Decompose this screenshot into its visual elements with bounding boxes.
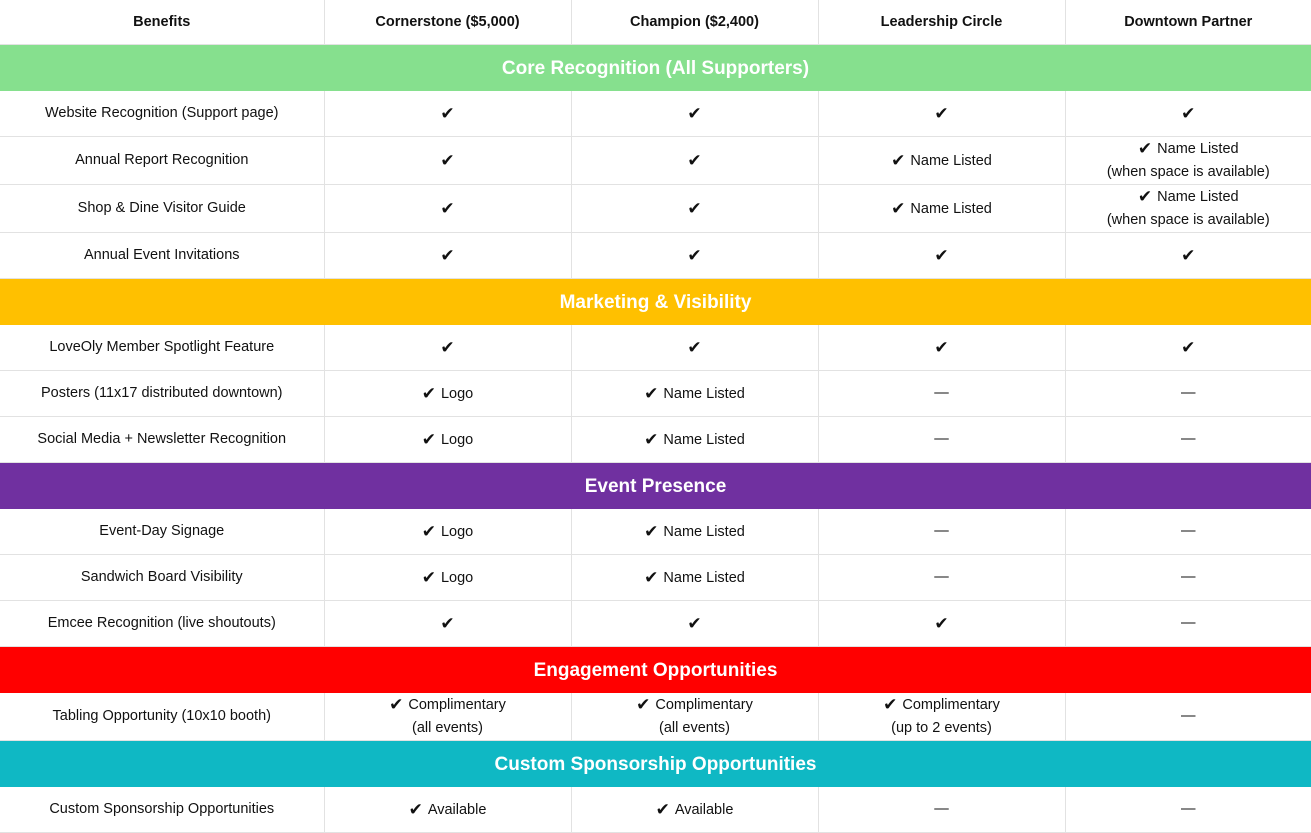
checkmark-icon: ✔ <box>883 695 898 714</box>
benefit-cell <box>1065 417 1311 463</box>
cell-main-line <box>1070 244 1308 268</box>
benefit-cell <box>571 185 818 233</box>
section-header-row <box>0 45 1311 92</box>
cell-main-line <box>576 102 814 126</box>
benefit-cell <box>324 137 571 185</box>
header-leadership-circle: Leadership Circle <box>818 0 1065 45</box>
table-row <box>0 787 1311 833</box>
benefit-cell <box>324 555 571 601</box>
cell-main-line <box>576 693 814 717</box>
checkmark-icon: ✔ <box>408 799 423 819</box>
header-downtown-partner: Downtown Partner <box>1065 0 1311 45</box>
cell-main-line <box>329 566 567 590</box>
cell-main-line <box>329 197 567 221</box>
cell-main-line <box>576 244 814 268</box>
benefit-cell <box>324 91 571 137</box>
section-title: Marketing & Visibility <box>0 279 1311 326</box>
benefit-cell <box>324 185 571 233</box>
dash-icon: — <box>1181 708 1196 724</box>
benefit-cell <box>1065 185 1311 233</box>
checkmark-icon: ✔ <box>687 613 702 633</box>
cell-main-line <box>329 102 567 126</box>
checkmark-icon: ✔ <box>1181 245 1196 265</box>
cell-text: Logo <box>440 569 474 586</box>
checkmark-icon: ✔ <box>440 198 455 218</box>
dash-icon: — <box>1181 385 1196 401</box>
cell-text: Complimentary <box>902 697 1000 713</box>
cell-text: Name Listed <box>1157 189 1239 205</box>
cell-subtext: (when space is available) <box>1106 164 1270 180</box>
benefit-cell <box>1065 137 1311 185</box>
cell-main-line <box>576 428 814 452</box>
benefit-label: Emcee Recognition (live shoutouts) <box>0 601 324 647</box>
cell-main-line <box>576 149 814 173</box>
checkmark-icon: ✔ <box>891 150 906 170</box>
benefit-label: Annual Event Invitations <box>0 233 324 279</box>
checkmark-icon: ✔ <box>421 429 436 449</box>
table-row <box>0 325 1311 371</box>
checkmark-icon: ✔ <box>687 103 702 123</box>
checkmark-icon: ✔ <box>934 613 949 633</box>
benefit-cell <box>324 509 571 555</box>
benefit-cell <box>571 371 818 417</box>
benefit-label: Tabling Opportunity (10x10 booth) <box>0 693 324 741</box>
benefit-cell <box>1065 371 1311 417</box>
cell-text: Complimentary <box>408 697 506 713</box>
section-header-row <box>0 647 1311 694</box>
cell-main-line <box>576 520 814 544</box>
checkmark-icon: ✔ <box>687 150 702 170</box>
benefit-cell <box>324 371 571 417</box>
benefit-cell <box>571 693 818 741</box>
cell-text: Logo <box>440 431 474 448</box>
benefit-cell <box>818 371 1065 417</box>
cell-subtext: (all events) <box>659 720 730 736</box>
benefit-cell <box>1065 693 1311 741</box>
checkmark-icon: ✔ <box>440 613 455 633</box>
cell-main-line <box>576 336 814 360</box>
checkmark-icon: ✔ <box>655 799 670 819</box>
cell-subtext: (all events) <box>412 720 483 736</box>
benefit-cell <box>571 417 818 463</box>
cell-main-line <box>823 149 1061 173</box>
benefit-cell <box>818 417 1065 463</box>
benefit-cell <box>571 555 818 601</box>
table-row <box>0 417 1311 463</box>
cell-main-line <box>823 197 1061 221</box>
section-header-row <box>0 741 1311 788</box>
cell-main-line <box>329 382 567 406</box>
cell-main-line <box>823 336 1061 360</box>
benefit-label: Annual Report Recognition <box>0 137 324 185</box>
cell-main-line <box>823 244 1061 268</box>
table-row <box>0 185 1311 233</box>
section-header-row <box>0 279 1311 326</box>
benefit-cell <box>571 787 818 833</box>
cell-main-line <box>329 520 567 544</box>
benefit-cell <box>324 233 571 279</box>
benefit-cell <box>818 555 1065 601</box>
benefit-cell <box>1065 91 1311 137</box>
cell-subtext: (up to 2 events) <box>891 720 992 736</box>
benefit-cell <box>818 693 1065 741</box>
benefit-cell <box>818 325 1065 371</box>
checkmark-icon: ✔ <box>440 103 455 123</box>
dash-icon: — <box>934 569 949 585</box>
benefit-cell <box>818 601 1065 647</box>
benefit-label: Shop & Dine Visitor Guide <box>0 185 324 233</box>
benefit-cell <box>818 233 1065 279</box>
checkmark-icon: ✔ <box>687 337 702 357</box>
checkmark-icon: ✔ <box>644 521 659 541</box>
table-row <box>0 555 1311 601</box>
cell-main-line <box>576 612 814 636</box>
cell-text: Name Listed <box>1157 141 1239 157</box>
benefit-cell <box>324 601 571 647</box>
cell-main-line <box>329 428 567 452</box>
checkmark-icon: ✔ <box>440 245 455 265</box>
checkmark-icon: ✔ <box>934 103 949 123</box>
benefit-cell <box>324 417 571 463</box>
cell-subtext: (when space is available) <box>1106 212 1270 228</box>
benefit-cell <box>1065 509 1311 555</box>
dash-icon: — <box>934 801 949 817</box>
benefit-cell <box>324 325 571 371</box>
checkmark-icon: ✔ <box>421 567 436 587</box>
cell-main-line <box>329 149 567 173</box>
cell-text: Name Listed <box>910 200 992 217</box>
benefit-cell <box>818 137 1065 185</box>
table-row <box>0 509 1311 555</box>
cell-text: Logo <box>440 523 474 540</box>
table-row <box>0 91 1311 137</box>
checkmark-icon: ✔ <box>1137 187 1153 206</box>
dash-icon: — <box>934 431 949 447</box>
benefit-cell <box>818 509 1065 555</box>
dash-icon: — <box>1181 801 1196 817</box>
section-title: Engagement Opportunities <box>0 647 1311 694</box>
checkmark-icon: ✔ <box>644 567 659 587</box>
checkmark-icon: ✔ <box>389 695 404 714</box>
dash-icon: — <box>1181 569 1196 585</box>
table-row <box>0 693 1311 741</box>
cell-main-line <box>823 102 1061 126</box>
dash-icon: — <box>1181 523 1196 539</box>
cell-main-line <box>329 693 567 717</box>
checkmark-icon: ✔ <box>891 198 906 218</box>
dash-icon: — <box>934 385 949 401</box>
benefit-cell <box>571 325 818 371</box>
table-body <box>0 45 1311 833</box>
benefit-cell <box>571 509 818 555</box>
benefit-cell <box>324 787 571 833</box>
cell-main-line <box>329 798 567 822</box>
header-champion: Champion ($2,400) <box>571 0 818 45</box>
checkmark-icon: ✔ <box>687 198 702 218</box>
dash-icon: — <box>1181 615 1196 631</box>
checkmark-icon: ✔ <box>636 695 651 714</box>
checkmark-icon: ✔ <box>644 383 659 403</box>
benefit-cell <box>818 185 1065 233</box>
cell-main-line <box>1070 102 1308 126</box>
benefit-label: Custom Sponsorship Opportunities <box>0 787 324 833</box>
table-row <box>0 601 1311 647</box>
cell-main-line <box>576 566 814 590</box>
header-row <box>0 0 1311 45</box>
benefit-cell <box>571 137 818 185</box>
cell-main-line <box>329 336 567 360</box>
cell-text: Name Listed <box>663 385 745 402</box>
cell-text: Name Listed <box>663 569 745 586</box>
cell-text: Complimentary <box>655 697 753 713</box>
benefit-cell <box>818 787 1065 833</box>
cell-main-line <box>329 612 567 636</box>
benefit-cell <box>324 693 571 741</box>
header-cornerstone: Cornerstone ($5,000) <box>324 0 571 45</box>
checkmark-icon: ✔ <box>440 150 455 170</box>
benefit-cell <box>1065 325 1311 371</box>
cell-main-line <box>1070 185 1308 209</box>
cell-text: Logo <box>440 385 474 402</box>
cell-main-line <box>576 382 814 406</box>
cell-main-line <box>576 197 814 221</box>
benefit-label: Website Recognition (Support page) <box>0 91 324 137</box>
checkmark-icon: ✔ <box>1137 139 1153 158</box>
cell-text: Available <box>427 801 487 818</box>
benefit-cell <box>1065 555 1311 601</box>
dash-icon: — <box>1181 431 1196 447</box>
checkmark-icon: ✔ <box>421 383 436 403</box>
cell-main-line <box>1070 336 1308 360</box>
benefit-label: Event-Day Signage <box>0 509 324 555</box>
cell-main-line <box>823 693 1061 717</box>
benefit-label: Sandwich Board Visibility <box>0 555 324 601</box>
cell-main-line <box>329 244 567 268</box>
cell-text: Name Listed <box>663 523 745 540</box>
cell-text: Name Listed <box>910 152 992 169</box>
section-title: Custom Sponsorship Opportunities <box>0 741 1311 788</box>
cell-text: Available <box>674 801 734 818</box>
checkmark-icon: ✔ <box>934 337 949 357</box>
table-row <box>0 371 1311 417</box>
checkmark-icon: ✔ <box>421 521 436 541</box>
header-benefits: Benefits <box>0 0 324 45</box>
cell-main-line <box>576 798 814 822</box>
checkmark-icon: ✔ <box>644 429 659 449</box>
benefit-cell <box>1065 601 1311 647</box>
table-row <box>0 137 1311 185</box>
benefit-label: Posters (11x17 distributed downtown) <box>0 371 324 417</box>
benefit-cell <box>1065 787 1311 833</box>
benefit-cell <box>571 233 818 279</box>
table-row <box>0 233 1311 279</box>
checkmark-icon: ✔ <box>1181 337 1196 357</box>
benefit-label: LoveOly Member Spotlight Feature <box>0 325 324 371</box>
checkmark-icon: ✔ <box>1181 103 1196 123</box>
benefit-label: Social Media + Newsletter Recognition <box>0 417 324 463</box>
cell-main-line <box>823 612 1061 636</box>
benefit-cell <box>571 91 818 137</box>
cell-text: Name Listed <box>663 431 745 448</box>
checkmark-icon: ✔ <box>934 245 949 265</box>
checkmark-icon: ✔ <box>687 245 702 265</box>
section-title: Core Recognition (All Supporters) <box>0 45 1311 92</box>
cell-main-line <box>1070 137 1308 161</box>
benefit-cell <box>1065 233 1311 279</box>
section-header-row <box>0 463 1311 510</box>
dash-icon: — <box>934 523 949 539</box>
benefit-cell <box>818 91 1065 137</box>
section-title: Event Presence <box>0 463 1311 510</box>
checkmark-icon: ✔ <box>440 337 455 357</box>
benefit-cell <box>571 601 818 647</box>
